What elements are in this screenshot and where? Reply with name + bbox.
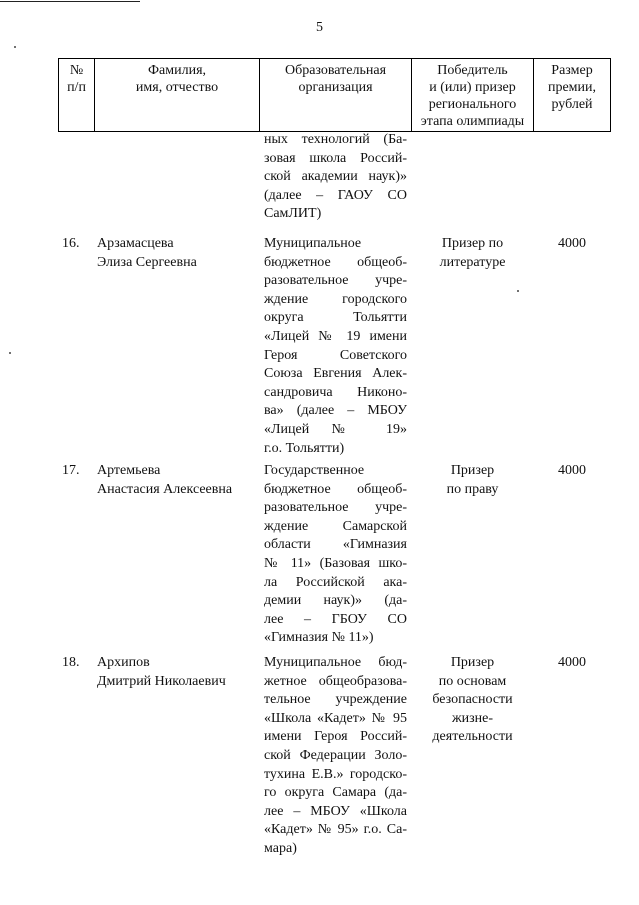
row-full-name: Артемьева Анастасия Алексеевна — [97, 463, 233, 497]
row-status: Призер по основам безопасности жизне- деятельности — [432, 655, 513, 745]
row-full-name: Арзамасцева Элиза Сергеевна — [97, 236, 197, 270]
row-full-name: Архипов Дмитрий Николаевич — [97, 655, 226, 689]
row-status: Призер по праву — [446, 463, 499, 497]
header-col-name: Фамилия, имя, отчество — [135, 63, 219, 95]
scan-speck — [9, 352, 11, 354]
row-status: Призер по литературе — [439, 236, 506, 270]
scan-speck — [517, 290, 519, 292]
header-col-status: Победитель и (или) призер регионального этапа олимпиады — [420, 63, 525, 129]
header-col-number: № п/п — [67, 63, 86, 95]
header-col-prize: Размер премии, рублей — [547, 63, 597, 112]
row-prize-amount: 4000 — [558, 655, 586, 670]
row-number: 18. — [62, 655, 80, 670]
row-number: 16. — [62, 236, 80, 251]
row-number: 17. — [62, 463, 80, 478]
row-organization: Муниципальное бюд- жетное общеобразова- тельное учреждение «Школа «Кадет» № 95 имени Героя Россий- ской Федерации Золо- тухина Е.В.» городско- го округа Самара (да- лее – МБОУ «Школа «Кадет» № 95» г.о. Са- мара) — [264, 655, 407, 856]
header-col-organization: Образовательная организация — [284, 63, 387, 95]
row-prize-amount: 4000 — [558, 236, 586, 251]
row-organization: Муниципальное бюджетное общеоб- разовательное учре- ждение городского округа Тольятти «Лицей № 19 имени Героя Советского Союза Евгения Алек- сандровича Никоно- ва» (далее – МБОУ «Лицей № 19» г.о. Тольятти) — [264, 236, 407, 456]
scan-speck — [14, 46, 16, 48]
header-top-border — [58, 58, 611, 59]
header-vline — [610, 58, 611, 132]
row-prize-amount: 4000 — [558, 463, 586, 478]
row-organization: Государственное бюджетное общеоб- разовательное учре- ждение Самарской области «Гимназия № 11» (Базовая шко- ла Российской ака- демии наук)» (да- лее – ГБОУ СО «Гимназия № 11») — [264, 463, 407, 646]
continuation-org-text: ных технологий (Ба- зовая школа Россий- ской академии наук)» (далее – ГАОУ СО СамЛИТ) — [264, 132, 407, 222]
page-number: 5 — [316, 20, 323, 35]
scan-edge-line — [0, 1, 140, 2]
